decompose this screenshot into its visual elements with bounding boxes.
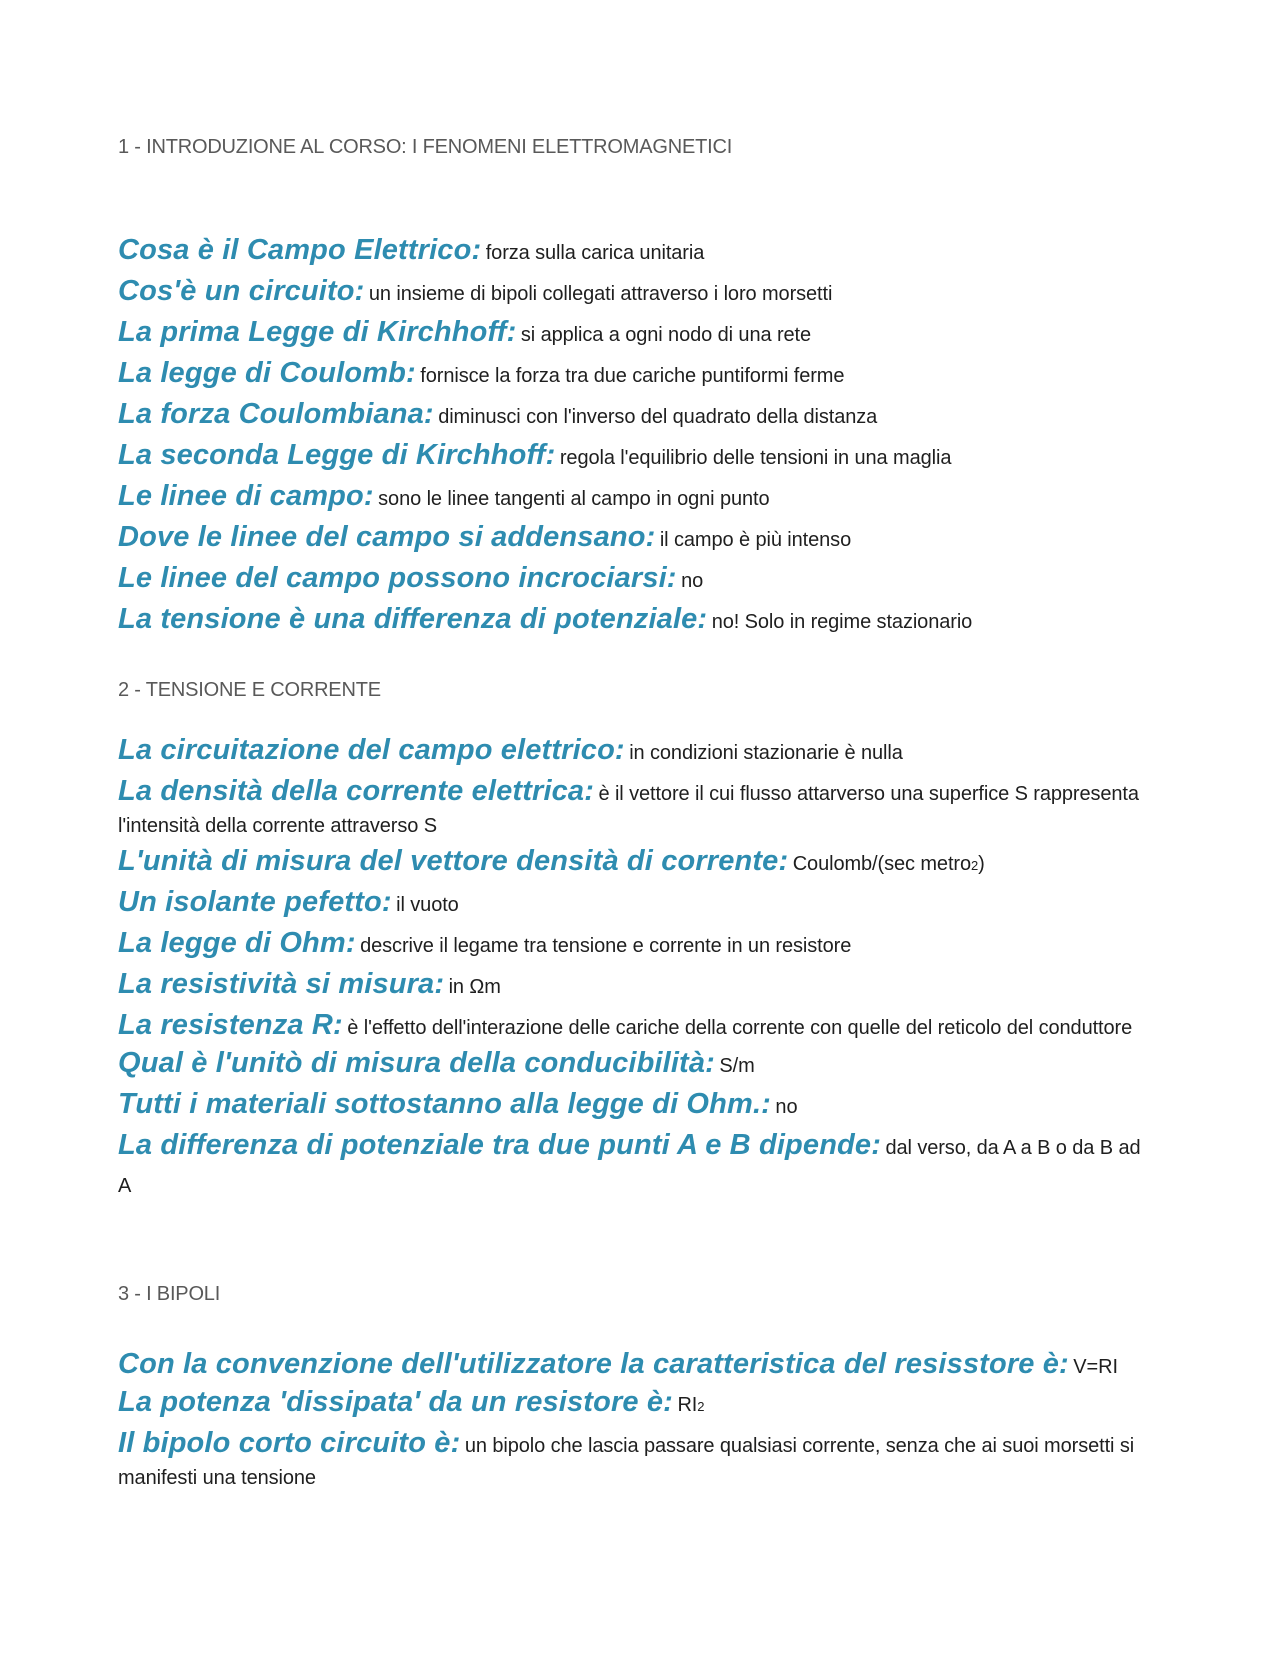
- question: La densità della corrente elettrica:: [118, 775, 595, 807]
- list-item: [118, 1086, 1158, 1127]
- answer: sono le linee tangenti al campo in ogni punto: [378, 488, 770, 510]
- question: Qual è l'unitò di misura della conducibilità:: [118, 1047, 715, 1079]
- answer-tail: ): [978, 853, 985, 875]
- question: La legge di Coulomb:: [118, 357, 416, 389]
- question: Il bipolo corto circuito è:: [118, 1427, 461, 1459]
- answer: no! Solo in regime stazionario: [711, 611, 973, 633]
- list-item: [118, 843, 1158, 884]
- answer: no: [775, 1096, 798, 1118]
- question: Con la convenzione dell'utilizzatore la caratteristica del resisstore è:: [118, 1348, 1069, 1380]
- question: Cosa è il Campo Elettrico:: [118, 234, 482, 266]
- question: Un isolante pefetto:: [118, 886, 392, 918]
- answer: è il vettore il cui flusso attarverso una superfice S rappresenta l'intensità della corrente attraverso S: [118, 783, 1139, 837]
- answer: si applica a ogni nodo di una rete: [520, 324, 812, 346]
- list-item: [118, 884, 1158, 925]
- list-item: [118, 966, 1158, 1007]
- answer: è l'effetto dell'interazione delle cariche della corrente con quelle del reticolo del conduttore: [347, 1017, 1133, 1039]
- question: La seconda Legge di Kirchhoff:: [118, 439, 556, 471]
- answer: il campo è più intenso: [659, 529, 852, 551]
- section-1-items: [118, 232, 1158, 642]
- answer: V=RI: [1073, 1356, 1118, 1378]
- question: La forza Coulombiana:: [118, 398, 434, 430]
- list-item: [118, 478, 1158, 519]
- list-item: [118, 773, 1158, 843]
- question: La resistività si misura:: [118, 968, 445, 1000]
- question: Le linee del campo possono incrociarsi:: [118, 562, 677, 594]
- answer: fornisce la forza tra due cariche puntiformi ferme: [420, 365, 845, 387]
- section-2-items: [118, 732, 1158, 1206]
- list-item: [118, 1425, 1158, 1495]
- answer: [793, 853, 985, 875]
- question: Dove le linee del campo si addensano:: [118, 521, 656, 553]
- list-item: [118, 601, 1158, 642]
- question: Cos'è un circuito:: [118, 275, 365, 307]
- list-item: [118, 1007, 1158, 1045]
- list-item: [118, 1045, 1158, 1086]
- question: La prima Legge di Kirchhoff:: [118, 316, 517, 348]
- answer: forza sulla carica unitaria: [485, 242, 705, 264]
- answer: un bipolo che lascia passare qualsiasi corrente, senza che ai suoi morsetti si manifesti una tensione: [118, 1435, 1135, 1489]
- answer-text: RI: [677, 1394, 698, 1416]
- section-heading: 3 - I BIPOLI: [118, 1283, 221, 1305]
- list-item: [118, 355, 1158, 396]
- list-item: [118, 1346, 1158, 1384]
- answer: descrive il legame tra tensione e corrente in un resistore: [360, 935, 852, 957]
- question: La legge di Ohm:: [118, 927, 356, 959]
- list-item: [118, 396, 1158, 437]
- answer: no: [681, 570, 704, 592]
- answer: in condizioni stazionarie è nulla: [629, 742, 903, 764]
- list-item: [118, 1384, 1158, 1425]
- list-item: [118, 560, 1158, 601]
- section-heading: 2 - TENSIONE E CORRENTE: [118, 679, 381, 701]
- question: Le linee di campo:: [118, 480, 374, 512]
- list-item: [118, 925, 1158, 966]
- section-heading: 1 - INTRODUZIONE AL CORSO: I FENOMENI ELETTROMAGNETICI: [118, 136, 733, 158]
- answer: dal verso, da A a B o da B ad A: [118, 1137, 1141, 1197]
- answer: diminusci con l'inverso del quadrato della distanza: [438, 406, 878, 428]
- answer-text: Coulomb/(sec metro: [792, 853, 971, 875]
- answer: regola l'equilibrio delle tensioni in una maglia: [559, 447, 952, 469]
- question: La resistenza R:: [118, 1009, 343, 1041]
- question: La differenza di potenziale tra due punti A e B dipende:: [118, 1129, 882, 1161]
- list-item: [118, 273, 1158, 314]
- question: La circuitazione del campo elettrico:: [118, 734, 625, 766]
- section-3-items: [118, 1346, 1158, 1495]
- list-item: [118, 732, 1158, 773]
- answer: [677, 1394, 704, 1416]
- list-item: [118, 314, 1158, 355]
- question: La tensione è una differenza di potenziale:: [118, 603, 708, 635]
- answer: S/m: [719, 1055, 755, 1077]
- list-item: [118, 437, 1158, 478]
- question: Tutti i materiali sottostanno alla legge di Ohm.:: [118, 1088, 771, 1120]
- answer: un insieme di bipoli collegati attraverso i loro morsetti: [368, 283, 833, 305]
- answer-subscript: 2: [697, 1399, 705, 1414]
- answer: in Ωm: [448, 976, 501, 998]
- answer: il vuoto: [396, 894, 459, 916]
- list-item: [118, 232, 1158, 273]
- question: La potenza 'dissipata' da un resistore è:: [118, 1386, 673, 1418]
- question: L'unità di misura del vettore densità di corrente:: [118, 845, 789, 877]
- list-item: [118, 1127, 1158, 1206]
- answer-subscript: 2: [970, 858, 979, 873]
- list-item: [118, 519, 1158, 560]
